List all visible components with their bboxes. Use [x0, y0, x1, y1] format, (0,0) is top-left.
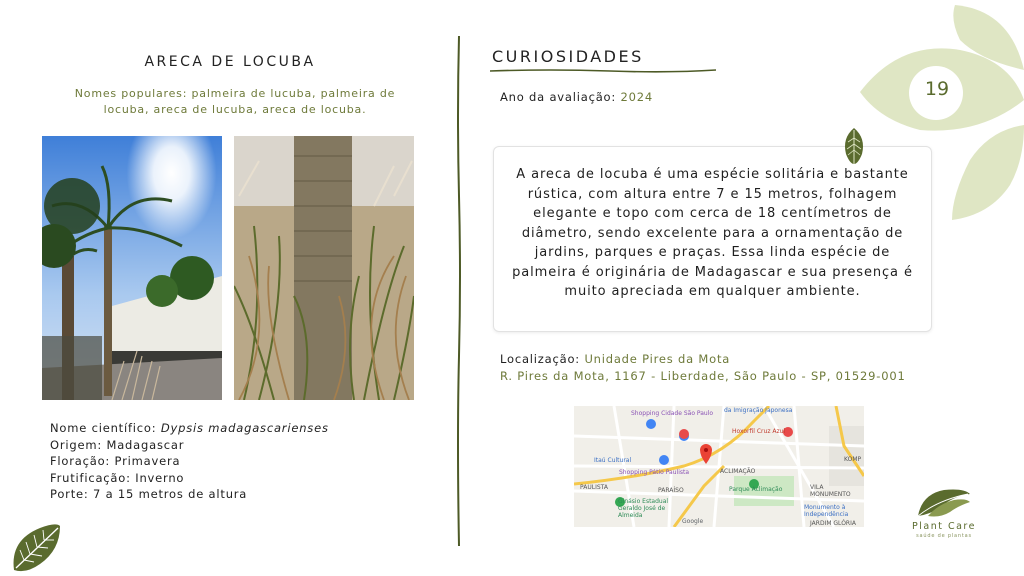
small-leaf-icon [842, 126, 866, 166]
map-label-jardim-gloria: JARDIM GLÓRIA [810, 520, 856, 527]
map-label-imigracao: da Imigração Japonesa [724, 407, 793, 414]
scientific-name-row [50, 420, 329, 437]
map-label-hoxorfil: Hoxorfil Cruz Azul [732, 428, 786, 435]
curiosities-text: A areca de locuba é uma espécie solitária e bastante rústica, com altura entre 7 e 15 metros, folhagem elegante e topo com cerca de 18 centímetros de diâmetro, sendo excelente para a ornamentação de jardins, parques e praças. Essa linda espécie de palmeira é originária de Madagascar e sua presença é muito apreciada em qualquer ambiente. [512, 167, 913, 299]
map-label-paulista: PAULISTA [580, 484, 608, 491]
location-address: R. Pires da Mota, 1167 - Liberdade, São Paulo - SP, 01529-001 [500, 369, 906, 383]
map-label-itau-cultural: Itaú Cultural [594, 457, 632, 464]
plant-photo-street [42, 136, 222, 400]
map-label-parque-aclimacao: Parque Aclimação [729, 486, 783, 493]
location-map[interactable] [574, 406, 864, 527]
column-divider [454, 36, 464, 546]
plant-photo-trunk [234, 136, 414, 400]
map-label-ginasio: Ginásio Estadual Geraldo José de Almeida [618, 498, 669, 519]
year-label: Ano da avaliação: [500, 90, 617, 104]
title-underline [490, 68, 716, 74]
map-label-paraiso: PARAÍSO [658, 487, 684, 494]
location-unit: Unidade Pires da Mota [584, 352, 731, 366]
map-label-google: Google [682, 518, 704, 525]
map-label-aclimacao: ACLIMAÇÃO [720, 468, 756, 475]
map-label-komp: KOMP [844, 456, 862, 463]
scientific-name-value: Dypsis madagascarienses [160, 421, 329, 435]
plant-care-logo-icon [914, 486, 974, 520]
map-label-patio-paulista: Shopping Pátio Paulista [619, 469, 690, 476]
page-number: 19 [924, 78, 950, 100]
corner-leaf-icon [10, 520, 62, 576]
fruiting-row: Frutificação: Inverno [50, 470, 185, 485]
year-value: 2024 [620, 90, 654, 104]
flowering-row: Floração: Primavera [50, 454, 181, 468]
curiosities-title: CURIOSIDADES [492, 47, 644, 66]
popular-names: Nomes populares: palmeira de lucuba, palmeira de locuba, areca de lucuba, areca de locuba. [74, 87, 396, 116]
plant-facts [50, 420, 329, 503]
plant-title: ARECA DE LOCUBA [144, 54, 316, 70]
logo-tagline: saúde de plantas [916, 533, 972, 539]
evaluation-year [500, 90, 653, 104]
location-line [500, 352, 730, 366]
map-label-shopping-cidade: Shopping Cidade São Paulo [631, 410, 714, 417]
logo-name: Plant Care [912, 521, 976, 532]
size-row: Porte: 7 a 15 metros de altura [50, 487, 248, 501]
map-label-vila-monumento: VILA MONUMENTO [810, 484, 851, 498]
map-label-monumento: Monumento à Independência [804, 504, 849, 518]
scientific-name-label: Nome científico: [50, 421, 157, 435]
origin-row: Origem: Madagascar [50, 437, 185, 452]
location-label: Localização: [500, 352, 580, 366]
